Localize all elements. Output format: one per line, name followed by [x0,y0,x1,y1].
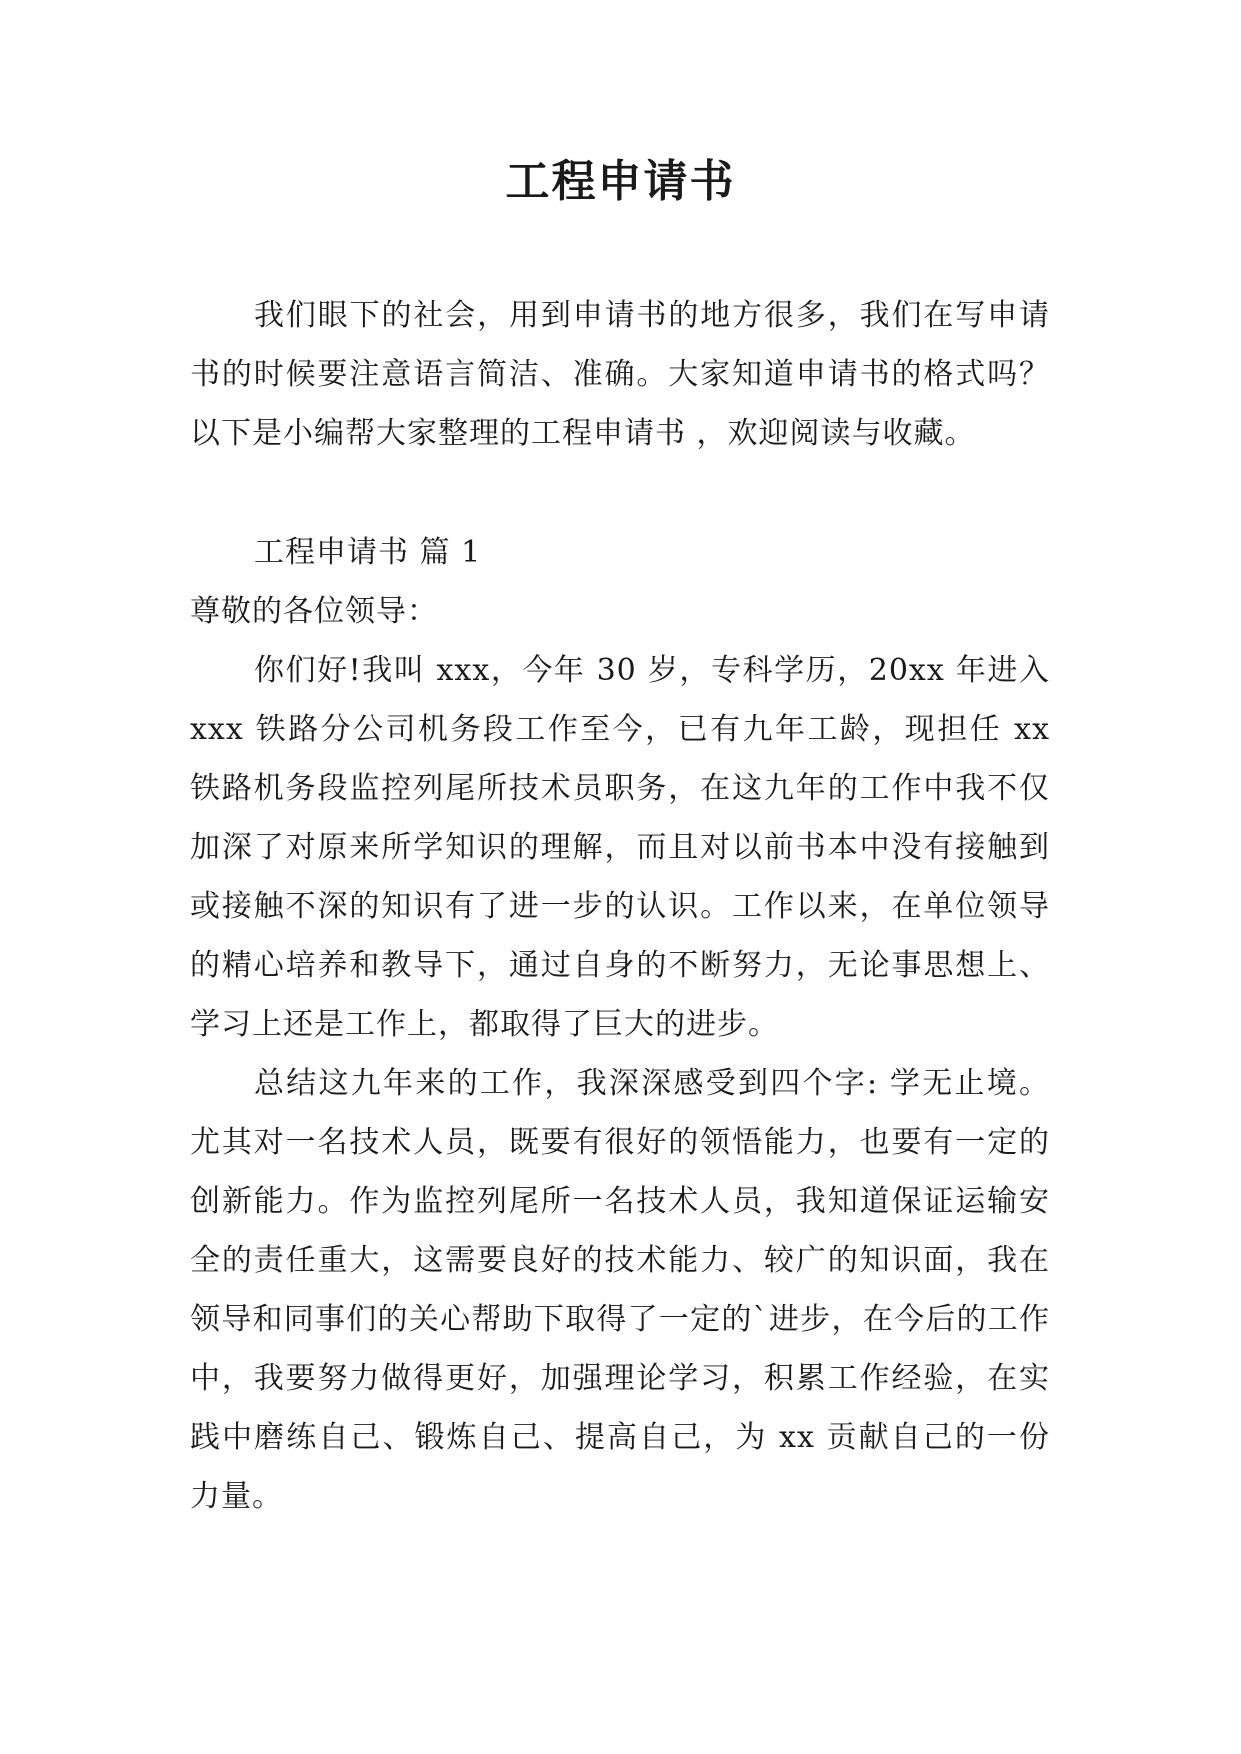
document-title: 工程申请书 [505,156,736,207]
section-heading: 工程申请书 篇 1 [254,535,482,570]
body-paragraph-2: 总结这九年来的工作，我深深感受到四个字: 学无止境。尤其对一名技术人员，既要有很好的领悟能力，也要有一定的创新能力。作为监控列尾所一名技术人员，我知道保证运输安全的责任重大，这需要良好的技术能力、较广的知识面，我在领导和同事们的关心帮助下取得了一定的`进步，在今后的工作中，我要努力做得更好，加强理论学习，积累工作经验，在实践中磨练自己、锻炼自己、提高自己，为 xx 贡献自己的一份力量。 [190,1066,1050,1514]
document-body [190,286,1050,1526]
body-paragraph-1: 你们好!我叫 xxx，今年 30 岁，专科学历，20xx 年进入 xxx 铁路分公司机务段工作至今，已有九年工龄，现担任 xx 铁路机务段监控列尾所技术员职务，在这九年的工作中我不仅加深了对原来所学知识的理解，而且对以前书本中没有接触到或接触不深的知识有了进一步的认识。工作以来，在单位领导的精心培养和教导下，通过自身的不断努力，无论事思想上、学习上还是工作上，都取得了巨大的进步。 [190,653,1050,1042]
salutation: 尊敬的各位领导： [190,594,438,629]
intro-paragraph: 我们眼下的社会，用到申请书的地方很多，我们在写申请书的时候要注意语言简洁、准确。大家知道申请书的格式吗？以下是小编帮大家整理的工程申请书 ，欢迎阅读与收藏。 [190,298,1050,451]
